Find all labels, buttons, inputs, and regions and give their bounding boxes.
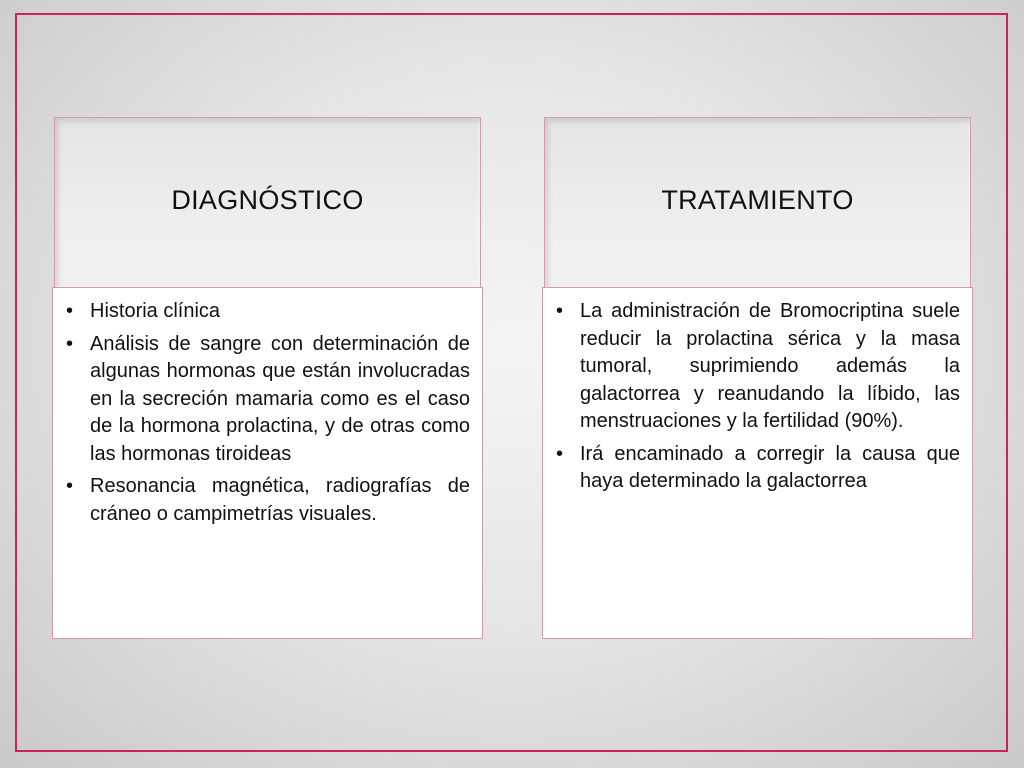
list-item-text: Irá encaminado a corregir la causa que haya determinado la galactorrea [580, 442, 960, 492]
bullet-icon: • [66, 300, 74, 322]
tratamiento-title: TRATAMIENTO [661, 184, 854, 215]
list-item-text: Análisis de sangre con determinación de algunas hormonas que están involucradas en la secreción mamaria como es el caso de la hormona prolactina, y de otras como las hormonas tiroideas [90, 332, 470, 465]
list-item-text: La administración de Bromocriptina suele reducir la prolactina sérica y la masa tumoral, suprimiendo además la galactorrea y reanudando la líbido, las menstruaciones y la fertilidad (90%). [580, 300, 960, 432]
tratamiento-body [542, 287, 973, 639]
list-item [66, 473, 470, 528]
list-item [66, 298, 470, 326]
list-item [556, 298, 960, 436]
list-item-text: Historia clínica [90, 300, 221, 322]
bullet-icon: • [66, 475, 74, 497]
diagnostico-list [66, 298, 470, 528]
diagnostico-title: DIAGNÓSTICO [171, 184, 364, 215]
bullet-icon: • [556, 442, 564, 465]
bullet-icon: • [556, 300, 564, 322]
tratamiento-header [544, 117, 971, 289]
list-item-text: Resonancia magnética, radiografías de cráneo o campimetrías visuales. [90, 475, 470, 525]
diagnostico-body [52, 287, 483, 639]
diagnostico-header [54, 117, 481, 289]
list-item [556, 441, 960, 496]
tratamiento-list [556, 298, 960, 496]
list-item [66, 331, 470, 469]
bullet-icon: • [66, 332, 74, 355]
